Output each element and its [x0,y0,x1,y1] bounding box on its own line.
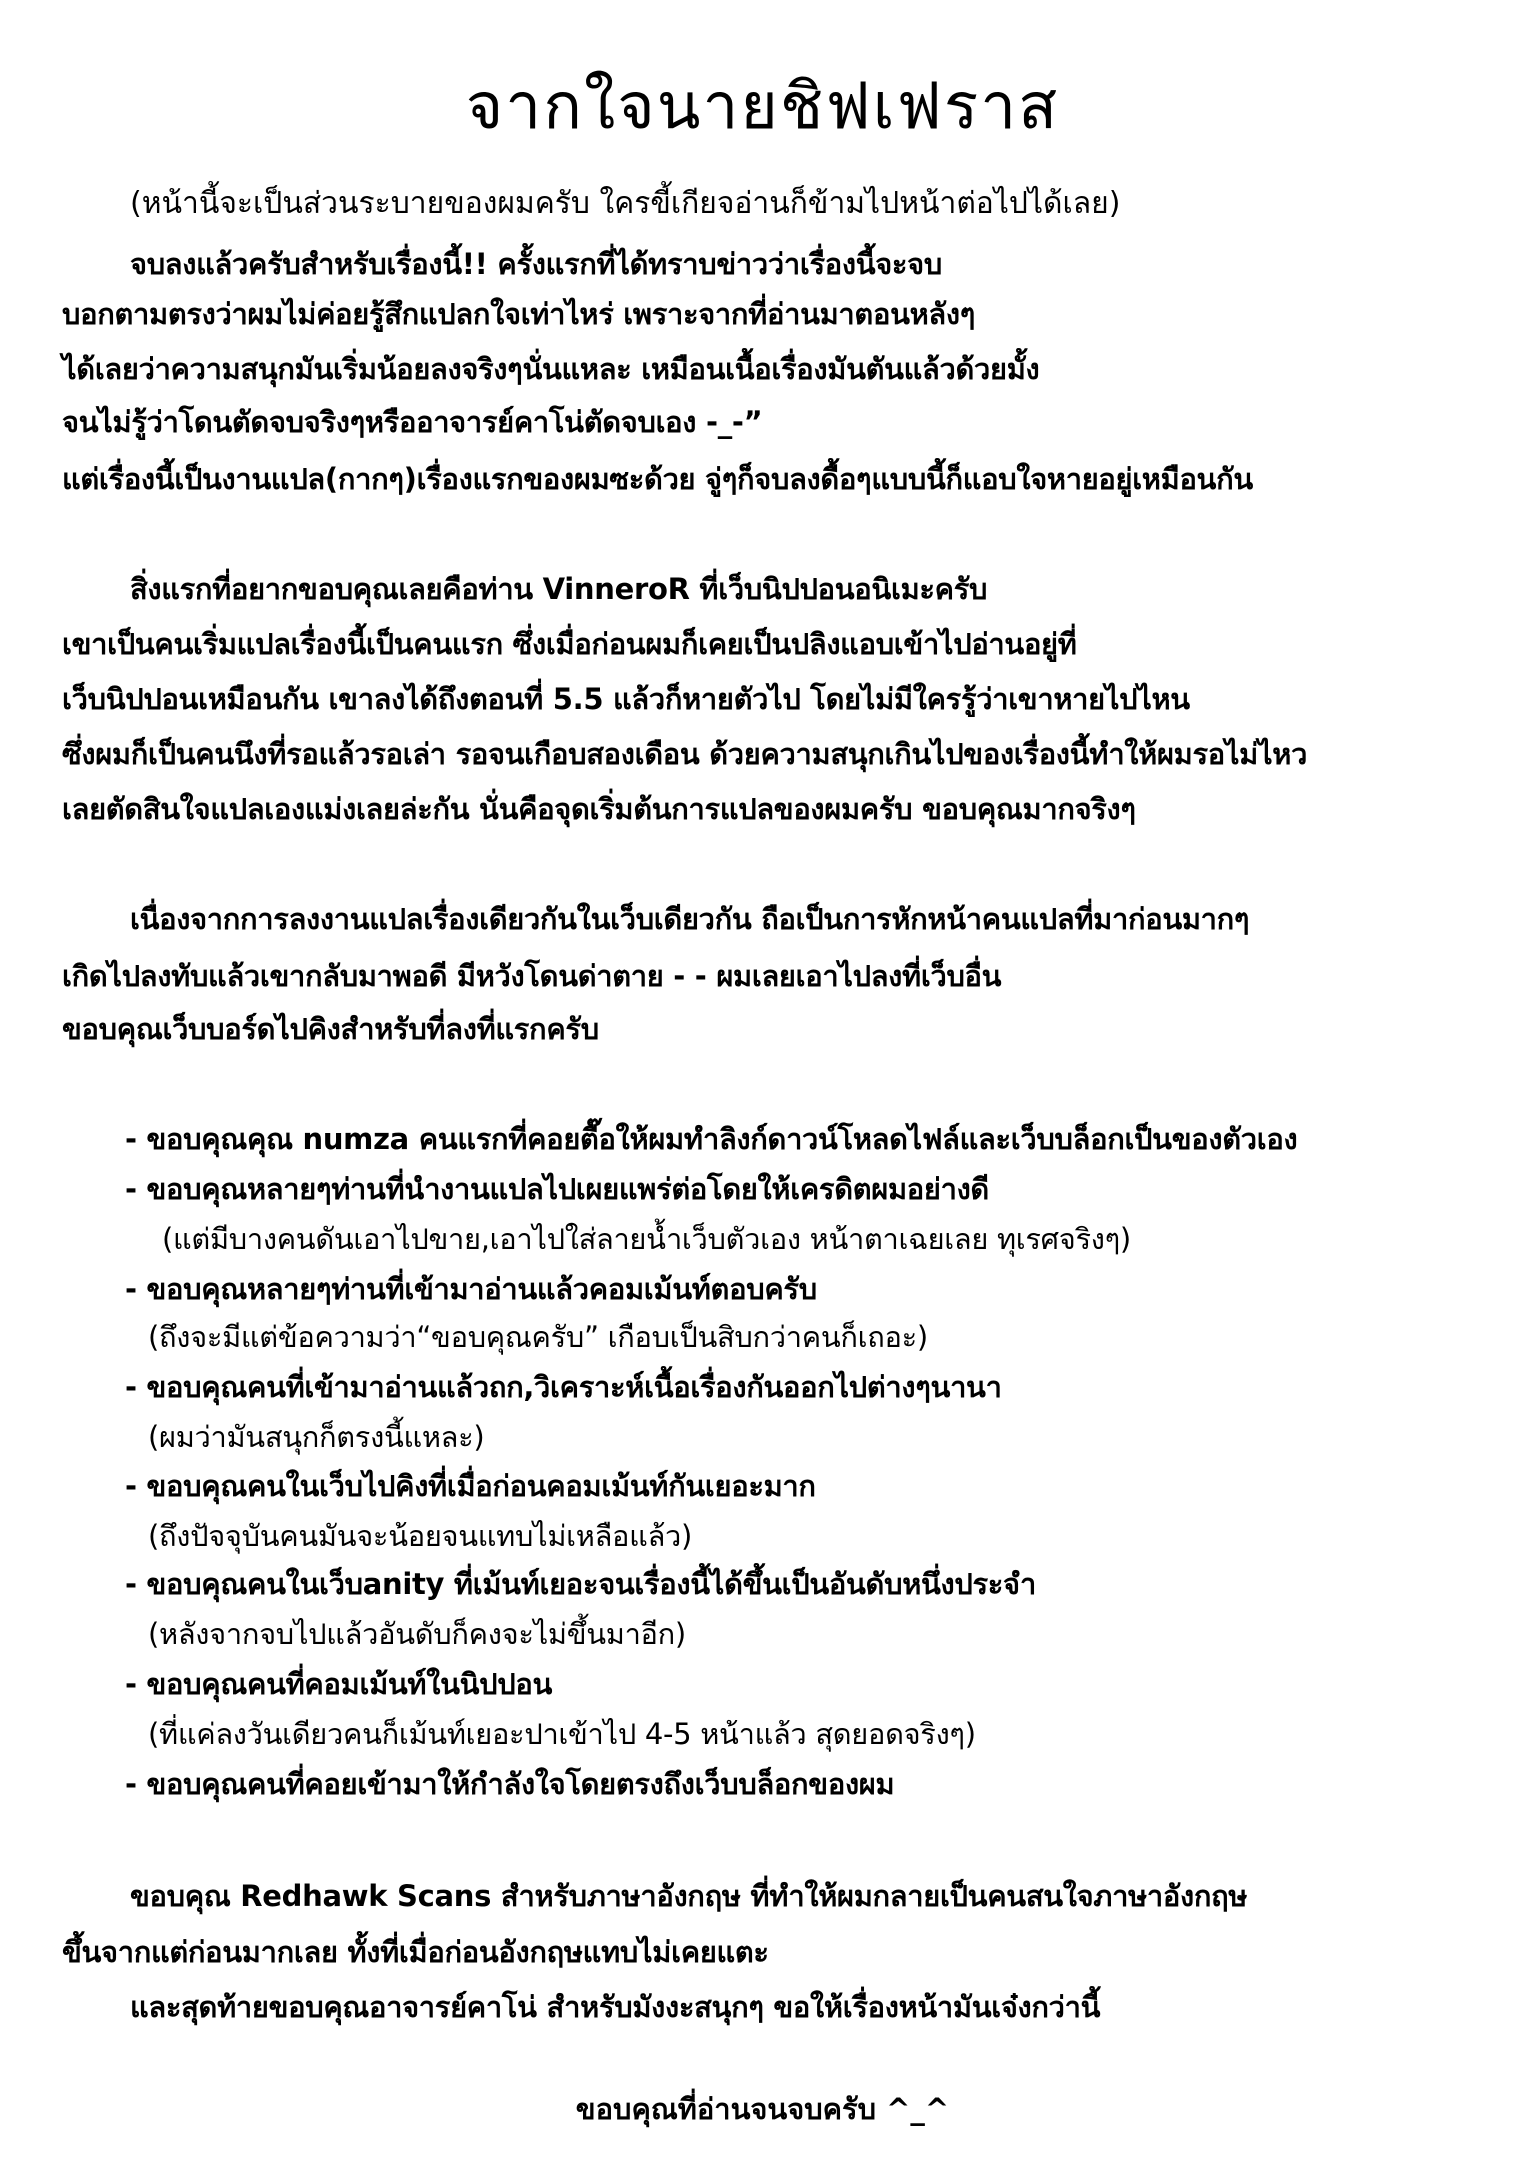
paragraph2-line: เลยตัดสินใจแปลเองแม่งเลยล่ะกัน นั่นคือจุดเริ่มต้นการแปลของผมครับ ขอบคุณมากจริงๆ [62,792,1136,826]
thanks-note: (ถึงปัจจุบันคนมันจะน้อยจนแทบไม่เหลือแล้ว) [148,1519,693,1553]
thanks-item: - ขอบคุณคนที่คอยเข้ามาให้กำลังใจโดยตรงถึงเว็บบล็อกของผม [125,1767,895,1801]
thanks-item: - ขอบคุณหลายๆท่านที่นำงานแปลไปเผยแพร่ต่อโดยให้เครดิตผมอย่างดี [125,1172,989,1206]
thanks-note: (ที่แค่ลงวันเดียวคนก็เม้นท์เยอะปาเข้าไป 4-5 หน้าแล้ว สุดยอดจริงๆ) [148,1717,976,1751]
paragraph4-line: และสุดท้ายขอบคุณอาจารย์คาโน่ สำหรับมังงะสนุกๆ ขอให้เรื่องหน้ามันเจ๋งกว่านี้ [130,1990,1101,2024]
paragraph1-line: ได้เลยว่าความสนุกมันเริ่มน้อยลงจริงๆนั่นแหละ เหมือนเนื้อเรื่องมันตันแล้วด้วยมั้ง [62,352,1040,386]
paragraph3-line: เนื่องจากการลงงานแปลเรื่องเดียวกันในเว็บเดียวกัน ถือเป็นการหักหน้าคนแปลที่มาก่อนมากๆ [130,902,1250,936]
paragraph4-line: ขึ้นจากแต่ก่อนมากเลย ทั้งที่เมื่อก่อนอังกฤษแทบไม่เคยแตะ [62,1935,769,1969]
closing-line: ขอบคุณที่อ่านจนจบครับ ^_^ [575,2092,950,2126]
thanks-item: - ขอบคุณคนในเว็บanity ที่เม้นท์เยอะจนเรื่องนี้ได้ขึ้นเป็นอันดับหนึ่งประจำ [125,1567,1037,1601]
subtitle-note: (หน้านี้จะเป็นส่วนระบายของผมครับ ใครขี้เกียจอ่านก็ข้ามไปหน้าต่อไปได้เลย) [130,186,1121,221]
page-title: จากใจนายชิฟเฟราส [465,70,1060,144]
thanks-item: - ขอบคุณหลายๆท่านที่เข้ามาอ่านแล้วคอมเม้นท์ตอบครับ [125,1272,817,1306]
thanks-note: (แต่มีบางคนดันเอาไปขาย,เอาไปใส่ลายน้ำเว็บตัวเอง หน้าตาเฉยเลย ทุเรศจริงๆ) [162,1222,1131,1256]
paragraph2-line: เว็บนิปปอนเหมือนกัน เขาลงได้ถึงตอนที่ 5.5 แล้วก็หายตัวไป โดยไม่มีใครรู้ว่าเขาหายไปไหน [62,682,1190,716]
thanks-item: - ขอบคุณคุณ numza คนแรกที่คอยตื๊อให้ผมทำลิงก์ดาวน์โหลดไฟล์และเว็บบล็อกเป็นของตัวเอง [125,1122,1298,1156]
paragraph1-line: จนไม่รู้ว่าโดนตัดจบจริงๆหรืออาจารย์คาโน่ตัดจบเอง -_-” [62,405,763,439]
paragraph2-line: สิ่งแรกที่อยากขอบคุณเลยคือท่าน VinneroR ที่เว็บนิปปอนอนิเมะครับ [130,572,988,606]
thanks-note: (ผมว่ามันสนุกก็ตรงนี้แหละ) [148,1420,485,1454]
paragraph2-line: ซึ่งผมก็เป็นคนนึงที่รอแล้วรอเล่า รอจนเกือบสองเดือน ด้วยความสนุกเกินไปของเรื่องนี้ทำให้ผมรอไม่ไหว [62,737,1308,771]
thanks-note: (หลังจากจบไปแล้วอันดับก็คงจะไม่ขึ้นมาอีก) [148,1617,686,1651]
paragraph1-line: แต่เรื่องนี้เป็นงานแปล(กากๆ)เรื่องแรกของผมซะด้วย จู่ๆก็จบลงดื้อๆแบบนี้ก็แอบใจหายอยู่เหมือนกัน [62,462,1253,496]
thanks-item: - ขอบคุณคนที่คอมเม้นท์ในนิปปอน [125,1667,552,1701]
paragraph1-line: จบลงแล้วครับสำหรับเรื่องนี้!! ครั้งแรกที่ได้ทราบข่าวว่าเรื่องนี้จะจบ [130,247,942,281]
paragraph3-line: เกิดไปลงทับแล้วเขากลับมาพอดี มีหวังโดนด่าตาย - - ผมเลยเอาไปลงที่เว็บอื่น [62,959,1002,993]
thanks-item: - ขอบคุณคนที่เข้ามาอ่านแล้วถก,วิเคราะห์เนื้อเรื่องกันออกไปต่างๆนานา [125,1370,1002,1404]
paragraph4-line: ขอบคุณ Redhawk Scans สำหรับภาษาอังกฤษ ที่ทำให้ผมกลายเป็นคนสนใจภาษาอังกฤษ [130,1879,1248,1913]
paragraph3-line: ขอบคุณเว็บบอร์ดไปคิงสำหรับที่ลงที่แรกครับ [62,1012,599,1046]
paragraph1-line: บอกตามตรงว่าผมไม่ค่อยรู้สึกแปลกใจเท่าไหร่ เพราะจากที่อ่านมาตอนหลังๆ [62,297,976,331]
thanks-item: - ขอบคุณคนในเว็บไปคิงที่เมื่อก่อนคอมเม้นท์กันเยอะมาก [125,1469,816,1503]
paragraph2-line: เขาเป็นคนเริ่มแปลเรื่องนี้เป็นคนแรก ซึ่งเมื่อก่อนผมก็เคยเป็นปลิงแอบเข้าไปอ่านอยู่ที่ [62,627,1077,661]
thanks-note: (ถึงจะมีแต่ข้อความว่า“ขอบคุณครับ” เกือบเป็นสิบกว่าคนก็เถอะ) [148,1320,928,1354]
